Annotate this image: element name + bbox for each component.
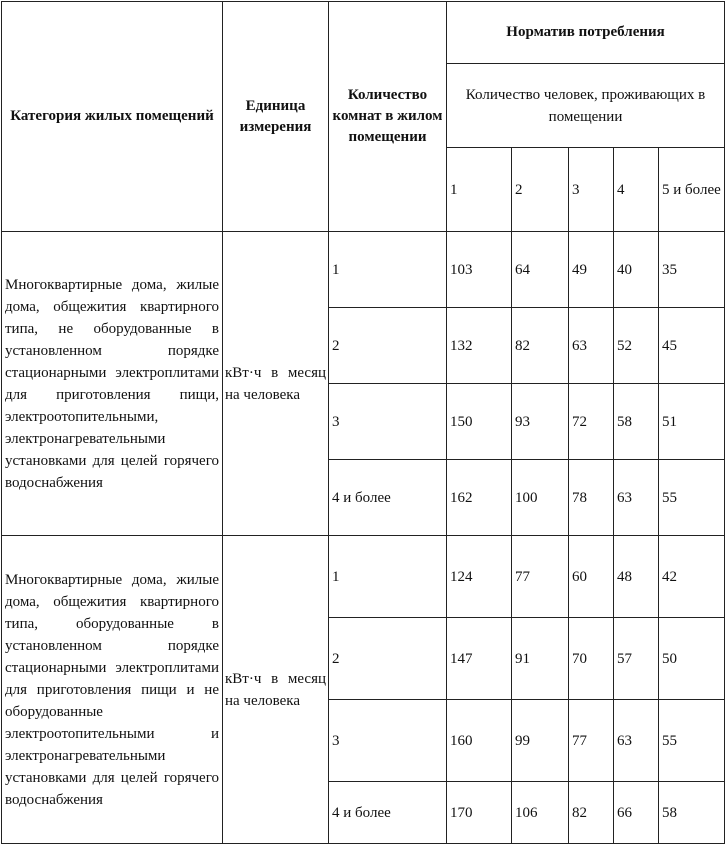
- section-1-unit: кВт·ч в месяц на человека: [223, 232, 329, 536]
- table-cell: 77: [512, 536, 569, 618]
- table-cell: 78: [569, 460, 614, 536]
- table-cell: 170: [447, 782, 512, 844]
- section-1-category: Многоквартирные дома, жилые дома, общежития квартирного типа, не оборудованные в установленном порядке стационарными электроплитами для приготовления пищи, электроотопительными, электронагревательными установками для целей горячего водоснабжения: [2, 232, 223, 536]
- header-people-2: 2: [512, 148, 569, 232]
- table-cell: 35: [659, 232, 725, 308]
- section-1-rooms-3: 3: [329, 384, 447, 460]
- table-cell: 42: [659, 536, 725, 618]
- table-cell: 48: [614, 536, 659, 618]
- table-cell: 57: [614, 618, 659, 700]
- consumption-norms-table: [1, 1, 725, 844]
- table-cell: 82: [512, 308, 569, 384]
- table-cell: 63: [614, 700, 659, 782]
- table-cell: 150: [447, 384, 512, 460]
- table-cell: 162: [447, 460, 512, 536]
- section-2-rooms-3: 3: [329, 700, 447, 782]
- table-cell: 147: [447, 618, 512, 700]
- table-cell: 63: [614, 460, 659, 536]
- table-cell: 55: [659, 700, 725, 782]
- table-cell: 52: [614, 308, 659, 384]
- header-category: Категория жилых помещений: [2, 2, 223, 232]
- section-2-unit: кВт·ч в месяц на человека: [223, 536, 329, 844]
- section-2-rooms-2: 2: [329, 618, 447, 700]
- table-cell: 70: [569, 618, 614, 700]
- section-2-rooms-1: 1: [329, 536, 447, 618]
- table-cell: 58: [614, 384, 659, 460]
- header-people-5plus: 5 и более: [659, 148, 725, 232]
- table-cell: 72: [569, 384, 614, 460]
- table-cell: 55: [659, 460, 725, 536]
- header-rooms: Количество комнат в жилом помещении: [329, 2, 447, 232]
- table-cell: 51: [659, 384, 725, 460]
- table-cell: 58: [659, 782, 725, 844]
- table-cell: 124: [447, 536, 512, 618]
- header-people-1: 1: [447, 148, 512, 232]
- table-cell: 77: [569, 700, 614, 782]
- header-unit: Единица измерения: [223, 2, 329, 232]
- table-cell: 93: [512, 384, 569, 460]
- table-cell: 50: [659, 618, 725, 700]
- table-cell: 99: [512, 700, 569, 782]
- table-cell: 45: [659, 308, 725, 384]
- header-norm: Норматив потребления: [447, 2, 725, 64]
- header-people: Количество человек, проживающих в помещении: [447, 64, 725, 148]
- section-2-rooms-4: 4 и более: [329, 782, 447, 844]
- table-cell: 60: [569, 536, 614, 618]
- table-cell: 106: [512, 782, 569, 844]
- table-cell: 132: [447, 308, 512, 384]
- section-1-rooms-1: 1: [329, 232, 447, 308]
- header-people-3: 3: [569, 148, 614, 232]
- table-cell: 63: [569, 308, 614, 384]
- table-cell: 100: [512, 460, 569, 536]
- table-cell: 64: [512, 232, 569, 308]
- table-cell: 160: [447, 700, 512, 782]
- section-1-rooms-2: 2: [329, 308, 447, 384]
- table-cell: 49: [569, 232, 614, 308]
- table-cell: 91: [512, 618, 569, 700]
- table-cell: 66: [614, 782, 659, 844]
- table-cell: 82: [569, 782, 614, 844]
- section-2-category: Многоквартирные дома, жилые дома, общежития квартирного типа, оборудованные в установленном порядке стационарными электроплитами для приготовления пищи и не оборудованные электроотопительными и электронагревательными установками для целей горячего водоснабжения: [2, 536, 223, 844]
- table-cell: 40: [614, 232, 659, 308]
- header-people-4: 4: [614, 148, 659, 232]
- table-cell: 103: [447, 232, 512, 308]
- section-1-rooms-4: 4 и более: [329, 460, 447, 536]
